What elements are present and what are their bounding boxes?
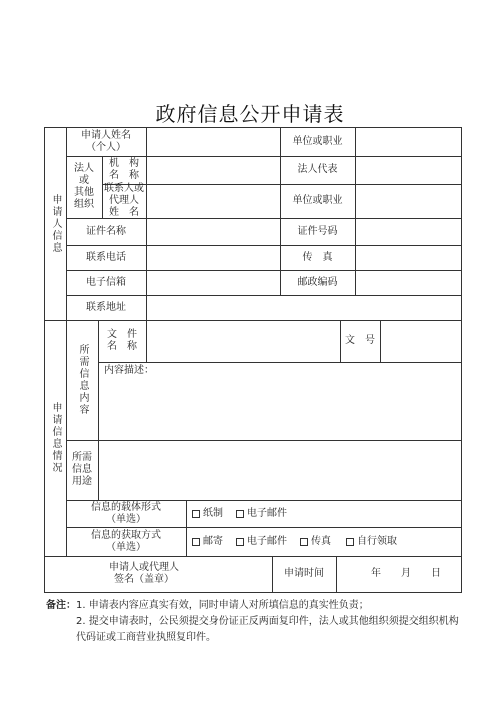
org-name-label: 机 构 名 称 xyxy=(109,158,139,181)
doc-no-label: 文 号 xyxy=(345,335,375,346)
apply-date: 年 月 日 xyxy=(371,568,441,579)
notes xyxy=(46,598,466,646)
request-group-label: 申请信息情况 xyxy=(50,402,61,474)
apply-time-label: 申请时间 xyxy=(284,568,324,579)
carrier-option-email[interactable]: 电子邮件 xyxy=(236,508,287,520)
note-item-1: 1. 申请表内容应真实有效，同时申请人对所填信息的真实性负责； xyxy=(76,600,369,611)
checkbox-icon[interactable] xyxy=(300,538,308,546)
purpose-label: 所需 信息 用途 xyxy=(72,452,92,487)
form-title: 政府信息公开申请表 xyxy=(155,102,345,126)
phone-label: 联系电话 xyxy=(86,251,126,263)
postcode-label: 邮政编码 xyxy=(297,276,338,288)
contact-label: 联系人或 代理人 姓 名 xyxy=(104,183,144,218)
id-name-label: 证件名称 xyxy=(86,225,126,237)
checkbox-icon[interactable] xyxy=(192,538,200,546)
org-label: 法人 或 其他 组织 xyxy=(74,163,94,210)
notes-label: 备注： xyxy=(46,600,76,611)
method-option-mail[interactable]: 邮寄 xyxy=(192,536,223,548)
method-option-email[interactable]: 电子邮件 xyxy=(236,536,287,548)
checkbox-icon[interactable] xyxy=(346,538,354,546)
note-item-2: 2. 提交申请表时，公民须提交身份证正反两面复印件，法人或其他组织须提交组织机构代码证或工商营业执照复印件。 xyxy=(76,616,459,643)
name-label: 申请人姓名 （个人） xyxy=(81,129,131,153)
applicant-group-label: 申请人信息 xyxy=(50,193,61,254)
address-label: 联系地址 xyxy=(86,301,126,313)
unit-label-2: 单位或职业 xyxy=(292,195,343,206)
checkbox-icon[interactable] xyxy=(236,538,244,546)
id-number-label: 证件号码 xyxy=(297,225,338,237)
email-label: 电子信箱 xyxy=(86,276,126,288)
carrier-label: 信息的载体形式 （单选） xyxy=(91,501,161,525)
carrier-option-paper[interactable]: 纸制 xyxy=(192,508,223,520)
checkbox-icon[interactable] xyxy=(192,510,200,518)
doc-name-label: 文 件 名 称 xyxy=(107,329,137,352)
unit-label-1: 单位或职业 xyxy=(292,135,343,147)
signature-label: 申请人或代理人 签名（盖章） xyxy=(109,562,179,585)
method-option-fax[interactable]: 传真 xyxy=(300,536,331,548)
checkbox-icon[interactable] xyxy=(236,510,244,518)
legal-rep-label: 法人代表 xyxy=(297,164,338,175)
method-label: 信息的获取方式 （单选） xyxy=(91,529,161,553)
fax-label: 传 真 xyxy=(302,251,333,263)
needed-info-label: 所需信息内容 xyxy=(77,344,88,416)
method-option-pickup[interactable]: 自行领取 xyxy=(346,536,397,548)
description-label: 内容描述： xyxy=(104,365,154,376)
